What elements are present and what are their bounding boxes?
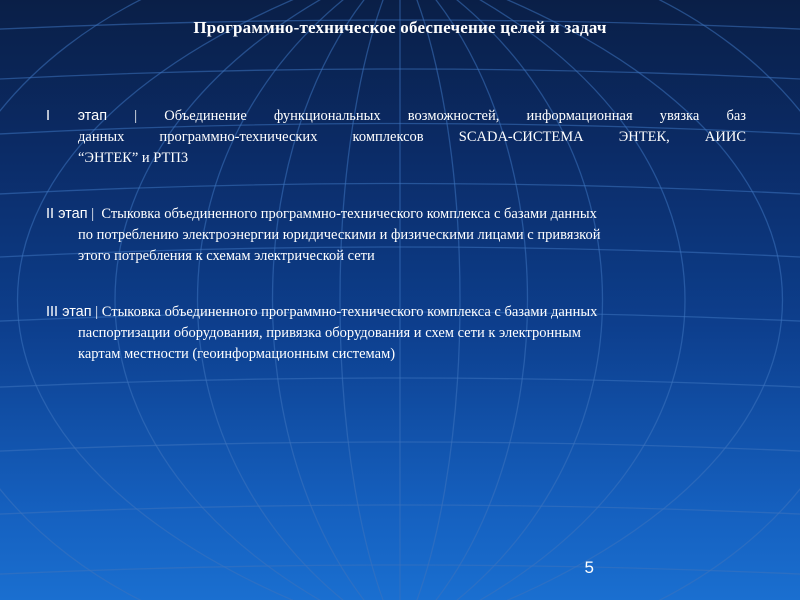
stage-1-line-1: Объединение функциональных возможностей, информационная увязка баз (164, 108, 746, 124)
stage-2-line-3: этого потребления к схемам электрической сети (78, 248, 375, 264)
stage-3-label: III этап (46, 304, 92, 320)
stage-3-line-1: Стыковка объединенного программно-технического комплекса с базами данных (101, 304, 598, 320)
stage-2-line-1: Стыковка объединенного программно-технического комплекса с базами данных (101, 206, 597, 222)
stage-1-separator: | (134, 108, 138, 124)
stage-2 (46, 204, 746, 267)
slide-title: Программно-техническое обеспечение целей и задач (193, 18, 607, 37)
stage-2-separator: | (91, 206, 95, 222)
stage-3-line-3: картам местности (геоинформационным системам) (78, 346, 396, 362)
page-number: 5 (584, 558, 594, 577)
stage-3-line-2: паспортизации оборудования, привязка оборудования и схем сети к электронным (78, 325, 581, 341)
stage-3 (46, 302, 746, 365)
stage-1-line-2: данных программно-технических комплексов SCADA-СИСТЕМА ЭНТЕК, АИИС (78, 129, 746, 145)
stage-2-label: II этап (46, 206, 88, 222)
stage-1 (46, 106, 746, 169)
stage-1-label: I этап (46, 108, 108, 124)
stage-2-line-2: по потреблению электроэнергии юридическими и физическими лицами с привязкой (78, 227, 601, 243)
stage-3-separator: | (95, 304, 99, 320)
stage-1-line-3: “ЭНТЕК” и РТП3 (78, 150, 189, 166)
